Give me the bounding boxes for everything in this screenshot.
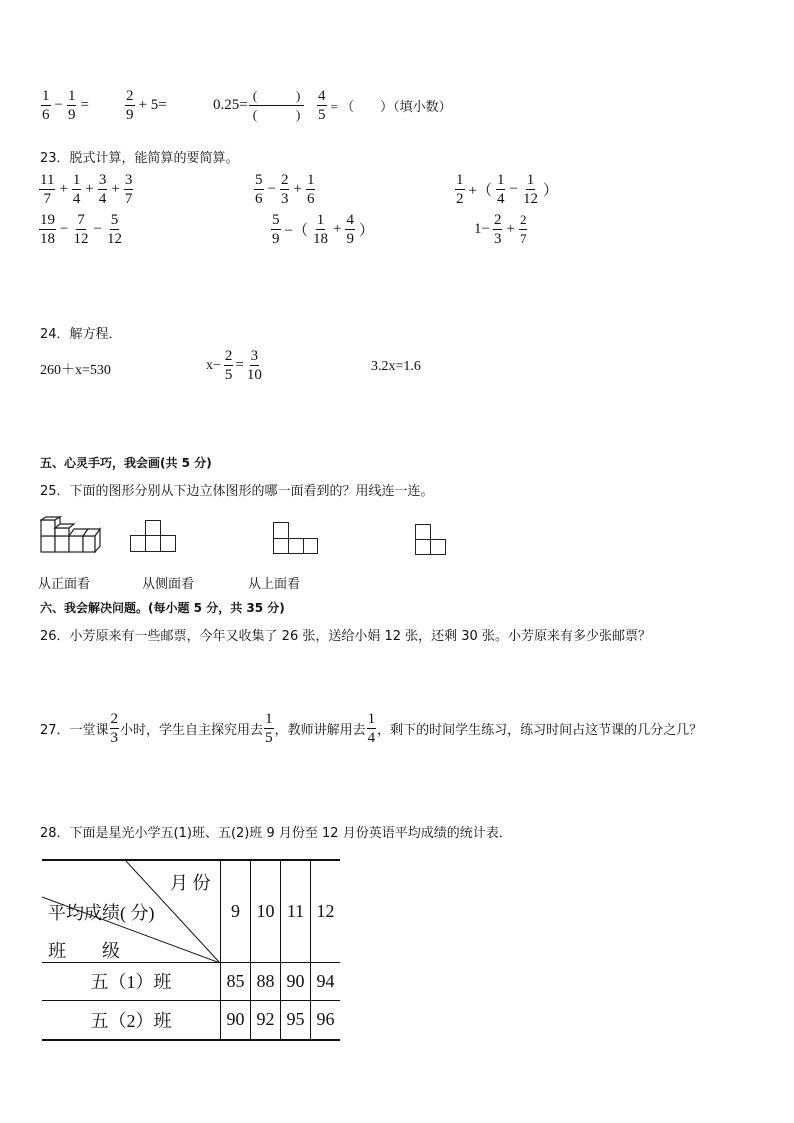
calc-row-1-e3: 0.25= $\frac{( )}{( )}$ bbox=[213, 88, 305, 123]
score-table bbox=[42, 859, 340, 1041]
header-class: 班 级 bbox=[48, 941, 120, 961]
table-row bbox=[42, 962, 340, 1000]
calc-row-1-e2: $\frac{2}{9}$ + 5= bbox=[126, 88, 167, 123]
score-cell: 94 bbox=[311, 962, 341, 1000]
q23-expr-a: $\frac{11}{7}$ + $\frac{1}{4}$ + $\frac{3}{4}$ + $\frac{3}{7}$ bbox=[40, 172, 133, 207]
score-cell: 88 bbox=[251, 962, 281, 1000]
view-label-side: 从侧面看 bbox=[142, 577, 195, 592]
fraction: $\frac{4}{5}$ bbox=[318, 88, 326, 123]
blank-fraction[interactable]: $\frac{( )}{( )}$ bbox=[249, 88, 305, 123]
class-name: 五（2）班 bbox=[42, 1000, 221, 1040]
calc-row-1: $\frac{1}{6}$ − $\frac{1}{9}$ = bbox=[42, 88, 89, 123]
fraction: $\frac{1}{6}$ bbox=[42, 88, 50, 123]
header-month: 月 份 bbox=[170, 873, 211, 893]
score-cell: 90 bbox=[281, 962, 311, 1000]
q26-text: 26．小芳原来有一些邮票，今年又收集了 26 张，送给小娟 12 张，还剩 30 张。小芳原来有多少张邮票？ bbox=[40, 629, 651, 644]
section-5-heading: 五、心灵手巧，我会画(共 5 分) bbox=[40, 456, 212, 470]
score-cell: 96 bbox=[311, 1000, 341, 1040]
month-cell: 10 bbox=[251, 860, 281, 962]
solid-figure bbox=[40, 516, 102, 554]
q23-expr-e: $\frac{5}{9}$ −（ $\frac{1}{18}$ + $\frac{4}{9}$ ） bbox=[272, 212, 374, 247]
score-cell: 85 bbox=[221, 962, 251, 1000]
section-6-heading: 六、我会解决问题。(每小题 5 分，共 35 分) bbox=[40, 601, 285, 615]
q24-eq3: 3.2x=1.6 bbox=[371, 359, 421, 374]
fraction: $\frac{2}{9}$ bbox=[126, 88, 134, 123]
q24-eq2: x− $\frac{2}{5}$ = $\frac{3}{10}$ bbox=[206, 348, 262, 383]
table-row bbox=[42, 1000, 340, 1040]
month-cell: 11 bbox=[281, 860, 311, 962]
q23-expr-f: 1− $\frac{2}{3}$ + $\frac{2}{7}$ bbox=[474, 212, 527, 247]
class-name: 五（1）班 bbox=[42, 962, 221, 1000]
view-label-front: 从正面看 bbox=[38, 577, 91, 592]
calc-row-1-e4: $\frac{4}{5}$ = （ ）（填小数） bbox=[318, 88, 452, 123]
q24-title: 24．解方程． bbox=[40, 327, 122, 342]
score-cell: 90 bbox=[221, 1000, 251, 1040]
q28-title: 28．下面是星光小学五(1)班、五(2)班 9 月份至 12 月份英语平均成绩的统计表． bbox=[40, 826, 512, 841]
score-cell: 92 bbox=[251, 1000, 281, 1040]
month-cell: 12 bbox=[311, 860, 341, 962]
view-label-top: 从上面看 bbox=[248, 577, 301, 592]
q23-expr-d: $\frac{19}{18}$ − $\frac{7}{12}$ − $\frac{5}{12}$ bbox=[40, 212, 122, 247]
q25-title: 25．下面的图形分别从下边立体图形的哪一面看到的？用线连一连。 bbox=[40, 484, 434, 499]
table-header-diagonal bbox=[42, 860, 221, 962]
q23-title: 23．脱式计算，能简算的要简算。 bbox=[40, 151, 239, 166]
q23-expr-c: $\frac{1}{2}$ +（ $\frac{1}{4}$ − $\frac{1}{12}$ ） bbox=[456, 172, 558, 207]
score-cell: 95 bbox=[281, 1000, 311, 1040]
q23-expr-b: $\frac{5}{6}$ − $\frac{2}{3}$ + $\frac{1}{6}$ bbox=[255, 172, 315, 207]
q27-text: 27．一堂课 $\frac{2}{3}$ 小时，学生自主探究用去 $\frac{1}{5}$ ，教师讲解用去 $\frac{1}{4}$ ，剩下的时间学生练习，练习时间占这节课的几分之几？ bbox=[40, 711, 703, 746]
header-score: 平均成绩( 分) bbox=[48, 903, 155, 923]
month-cell: 9 bbox=[221, 860, 251, 962]
cube-stack-icon bbox=[40, 516, 102, 554]
q24-eq1: 260＋x=530 bbox=[40, 363, 111, 378]
fraction: $\frac{1}{9}$ bbox=[67, 88, 76, 123]
